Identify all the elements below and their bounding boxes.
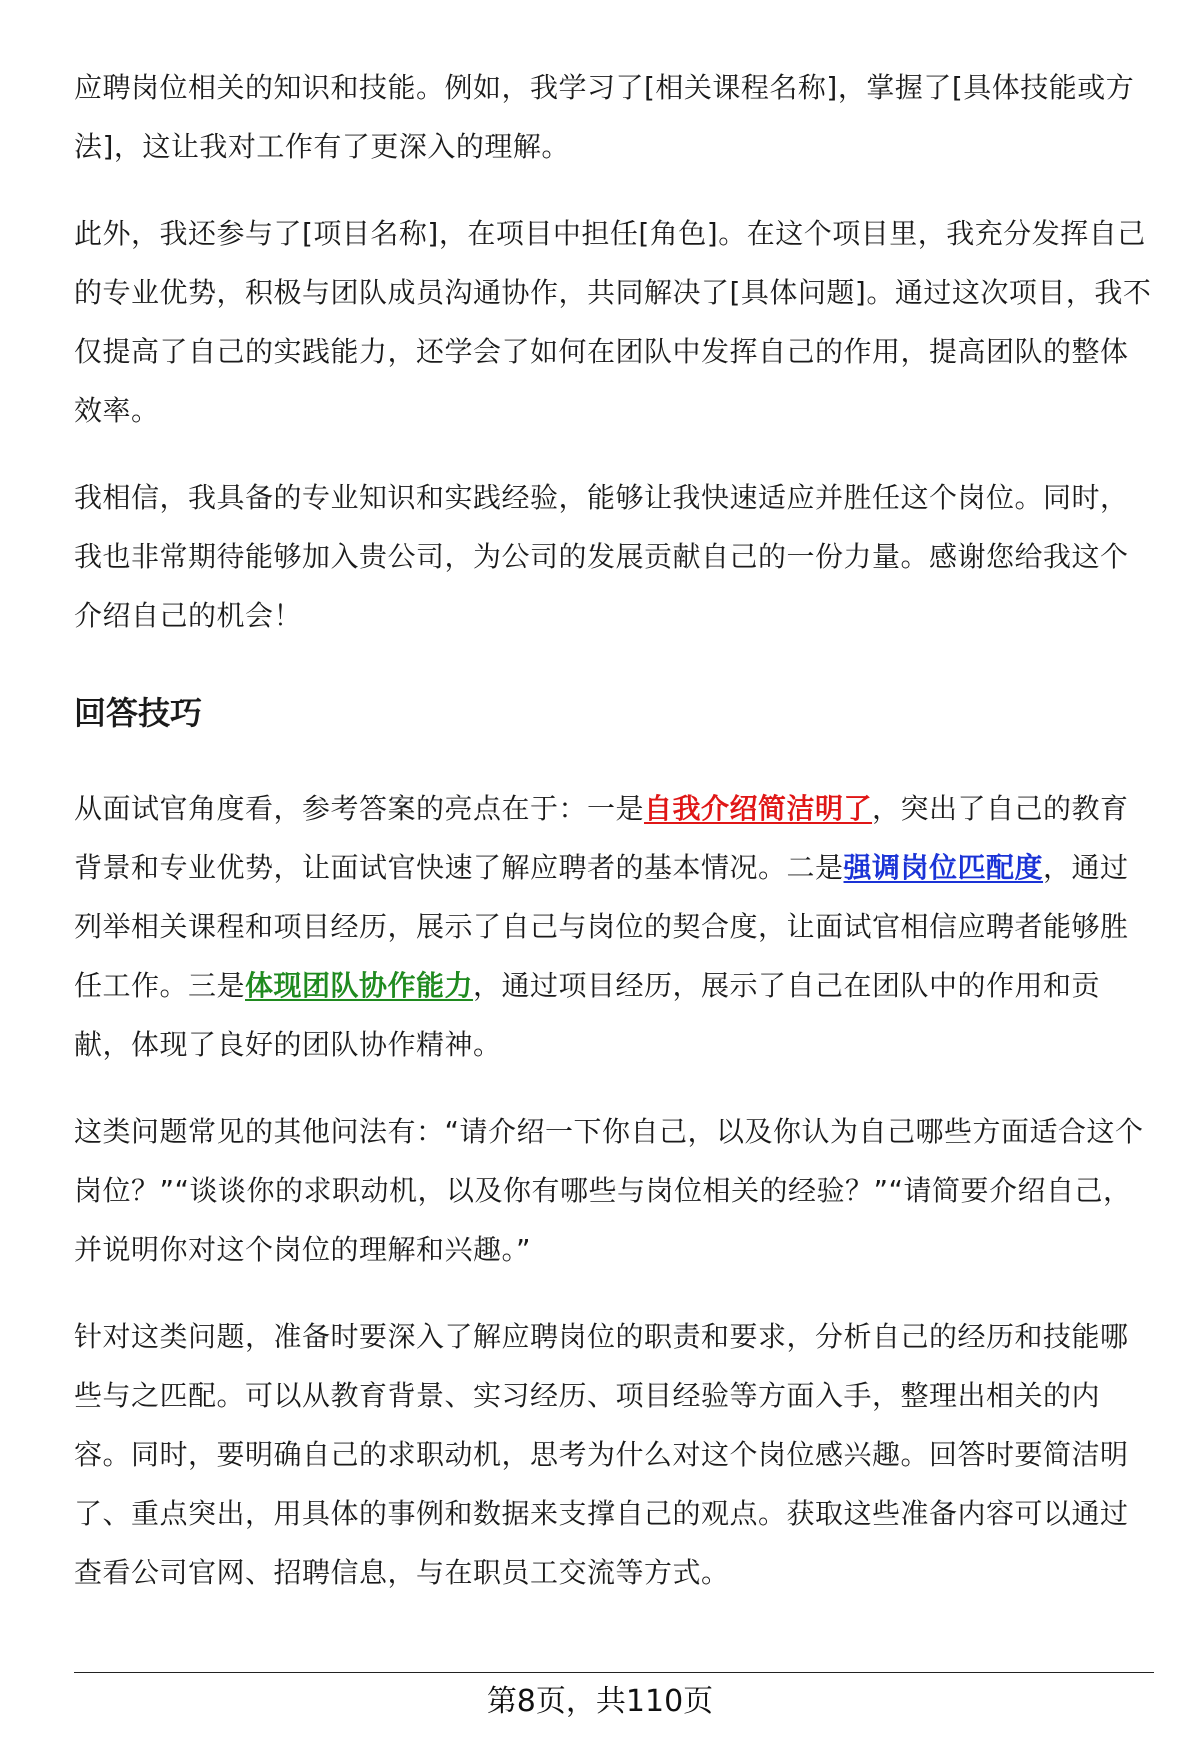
section-heading: 回答技巧 <box>74 694 203 732</box>
page-number: 第8页，共110页 <box>486 1684 714 1719</box>
tips-text-2: ，突出了自己的教育背景和专业优势，让面试官快速了解应聘者的基本情况。二是 <box>74 792 1129 884</box>
tips-text-1: 从面试官角度看，参考答案的亮点在于：一是 <box>74 792 645 825</box>
highlight-teamwork: 体现团队协作能力 <box>245 969 474 1002</box>
paragraph-tips <box>74 779 1154 1074</box>
paragraph-closing: 我相信，我具备的专业知识和实践经验，能够让我快速适应并胜任这个岗位。同时，我也非常期待能够加入贵公司，为公司的发展贡献自己的一份力量。感谢您给我这个介绍自己的机会！ <box>74 481 1129 632</box>
paragraph-preparation: 针对这类问题，准备时要深入了解应聘岗位的职责和要求，分析自己的经历和技能哪些与之匹配。可以从教育背景、实习经历、项目经验等方面入手，整理出相关的内容。同时，要明确自己的求职动机，思考为什么对这个岗位感兴趣。回答时要简洁明了、重点突出，用具体的事例和数据来支撑自己的观点。获取这些准备内容可以通过查看公司官网、招聘信息，与在职员工交流等方式。 <box>74 1320 1129 1589</box>
highlight-job-match: 强调岗位匹配度 <box>843 851 1044 884</box>
page-content <box>74 58 1154 1630</box>
paragraph-skills: 应聘岗位相关的知识和技能。例如，我学习了[相关课程名称]，掌握了[具体技能或方法]，这让我对工作有了更深入的理解。 <box>74 71 1135 163</box>
highlight-concise-intro: 自我介绍简洁明了 <box>644 792 873 825</box>
tips-text-3: ，通过列举相关课程和项目经历，展示了自己与岗位的契合度，让面试官相信应聘者能够胜任工作。三是 <box>74 851 1129 1002</box>
tips-text-4: ，通过项目经历，展示了自己在团队中的作用和贡献，体现了良好的团队协作精神。 <box>74 969 1101 1061</box>
footer-divider <box>74 1672 1154 1673</box>
paragraph-other-questions: 这类问题常见的其他问法有：“请介绍一下你自己，以及你认为自己哪些方面适合这个岗位？”“谈谈你的求职动机，以及你有哪些与岗位相关的经验？”“请简要介绍自己，并说明你对这个岗位的理解和兴趣。” <box>74 1115 1144 1266</box>
paragraph-project: 此外，我还参与了[项目名称]，在项目中担任[角色]。在这个项目里，我充分发挥自己的专业优势，积极与团队成员沟通协作，共同解决了[具体问题]。通过这次项目，我不仅提高了自己的实践能力，还学会了如何在团队中发挥自己的作用，提高团队的整体效率。 <box>74 217 1152 427</box>
